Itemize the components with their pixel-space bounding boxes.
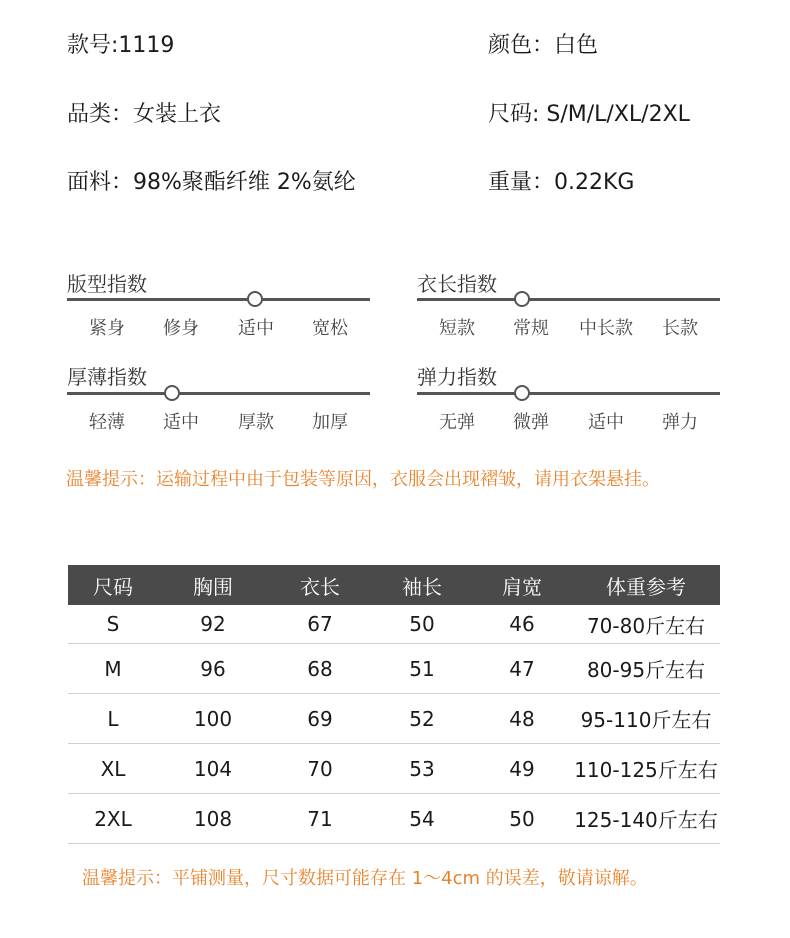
table-cell: 110-125斤左右 [572, 744, 720, 794]
fabric-spec: 面料：98%聚酯纤维 2%氨纶 [67, 170, 356, 195]
fit-index-label: 修身 [163, 318, 199, 339]
table-cell: 68 [268, 644, 372, 694]
size-range-spec: 尺码: S/M/L/XL/2XL [488, 102, 690, 127]
table-row [68, 794, 720, 844]
table-row [68, 644, 720, 694]
header-shoulder: 肩宽 [472, 565, 572, 605]
table-cell: 71 [268, 794, 372, 844]
size-table-header [68, 565, 720, 605]
table-cell: L [68, 694, 158, 744]
length-index-label: 长款 [662, 318, 698, 339]
stretch-index-marker [514, 385, 530, 401]
table-cell: 67 [268, 605, 372, 644]
length-index-label: 中长款 [579, 318, 633, 339]
thickness-index-label: 适中 [163, 412, 199, 433]
color-spec: 颜色：白色 [488, 33, 599, 58]
table-cell: 95-110斤左右 [572, 694, 720, 744]
thickness-index-marker [164, 385, 180, 401]
stretch-index-label: 微弹 [513, 412, 549, 433]
table-cell: 69 [268, 694, 372, 744]
table-row [68, 694, 720, 744]
table-cell: 100 [158, 694, 268, 744]
length-index-label: 常规 [513, 318, 549, 339]
category-spec: 品类：女装上衣 [67, 102, 222, 127]
table-cell: 50 [372, 605, 472, 644]
table-cell: 51 [372, 644, 472, 694]
table-cell: S [68, 605, 158, 644]
fit-index-label: 紧身 [89, 318, 125, 339]
fit-index-title: 版型指数 [67, 272, 147, 296]
stretch-index-label: 适中 [588, 412, 624, 433]
shipping-tip: 温馨提示：运输过程中由于包装等原因，衣服会出现褶皱，请用衣架悬挂。 [66, 469, 660, 490]
header-weight-ref: 体重参考 [572, 565, 720, 605]
fit-index-track [67, 298, 370, 301]
header-length: 衣长 [268, 565, 372, 605]
table-cell: 92 [158, 605, 268, 644]
table-cell: 48 [472, 694, 572, 744]
thickness-index-track [67, 392, 370, 395]
style-number: 款号:1119 [67, 33, 175, 58]
thickness-index-label: 厚款 [238, 412, 274, 433]
table-cell: 49 [472, 744, 572, 794]
table-cell: XL [68, 744, 158, 794]
thickness-index-title: 厚薄指数 [67, 365, 147, 389]
size-table [68, 565, 720, 844]
measurement-tip: 温馨提示：平铺测量，尺寸数据可能存在 1～4cm 的误差，敬请谅解。 [82, 868, 648, 889]
fit-index-label: 宽松 [312, 318, 348, 339]
thickness-index-label: 加厚 [312, 412, 348, 433]
stretch-index-title: 弹力指数 [417, 365, 497, 389]
table-cell: 125-140斤左右 [572, 794, 720, 844]
length-index-label: 短款 [439, 318, 475, 339]
weight-spec: 重量：0.22KG [488, 170, 635, 195]
table-cell: 104 [158, 744, 268, 794]
table-cell: 2XL [68, 794, 158, 844]
table-cell: 70-80斤左右 [572, 605, 720, 644]
table-cell: 80-95斤左右 [572, 644, 720, 694]
fit-index-label: 适中 [238, 318, 274, 339]
table-cell: M [68, 644, 158, 694]
length-index-track [417, 298, 720, 301]
table-cell: 53 [372, 744, 472, 794]
index-scales [0, 0, 790, 440]
header-sleeve: 袖长 [372, 565, 472, 605]
stretch-index-track [417, 392, 720, 395]
length-index-marker [514, 291, 530, 307]
stretch-index-label: 无弹 [439, 412, 475, 433]
fit-index-marker [247, 291, 263, 307]
table-cell: 108 [158, 794, 268, 844]
header-size: 尺码 [68, 565, 158, 605]
table-cell: 96 [158, 644, 268, 694]
length-index-title: 衣长指数 [417, 272, 497, 296]
table-cell: 54 [372, 794, 472, 844]
table-row [68, 605, 720, 644]
thickness-index-label: 轻薄 [89, 412, 125, 433]
header-bust: 胸围 [158, 565, 268, 605]
table-row [68, 744, 720, 794]
table-cell: 52 [372, 694, 472, 744]
table-cell: 47 [472, 644, 572, 694]
table-cell: 46 [472, 605, 572, 644]
table-cell: 50 [472, 794, 572, 844]
stretch-index-label: 弹力 [662, 412, 698, 433]
table-cell: 70 [268, 744, 372, 794]
